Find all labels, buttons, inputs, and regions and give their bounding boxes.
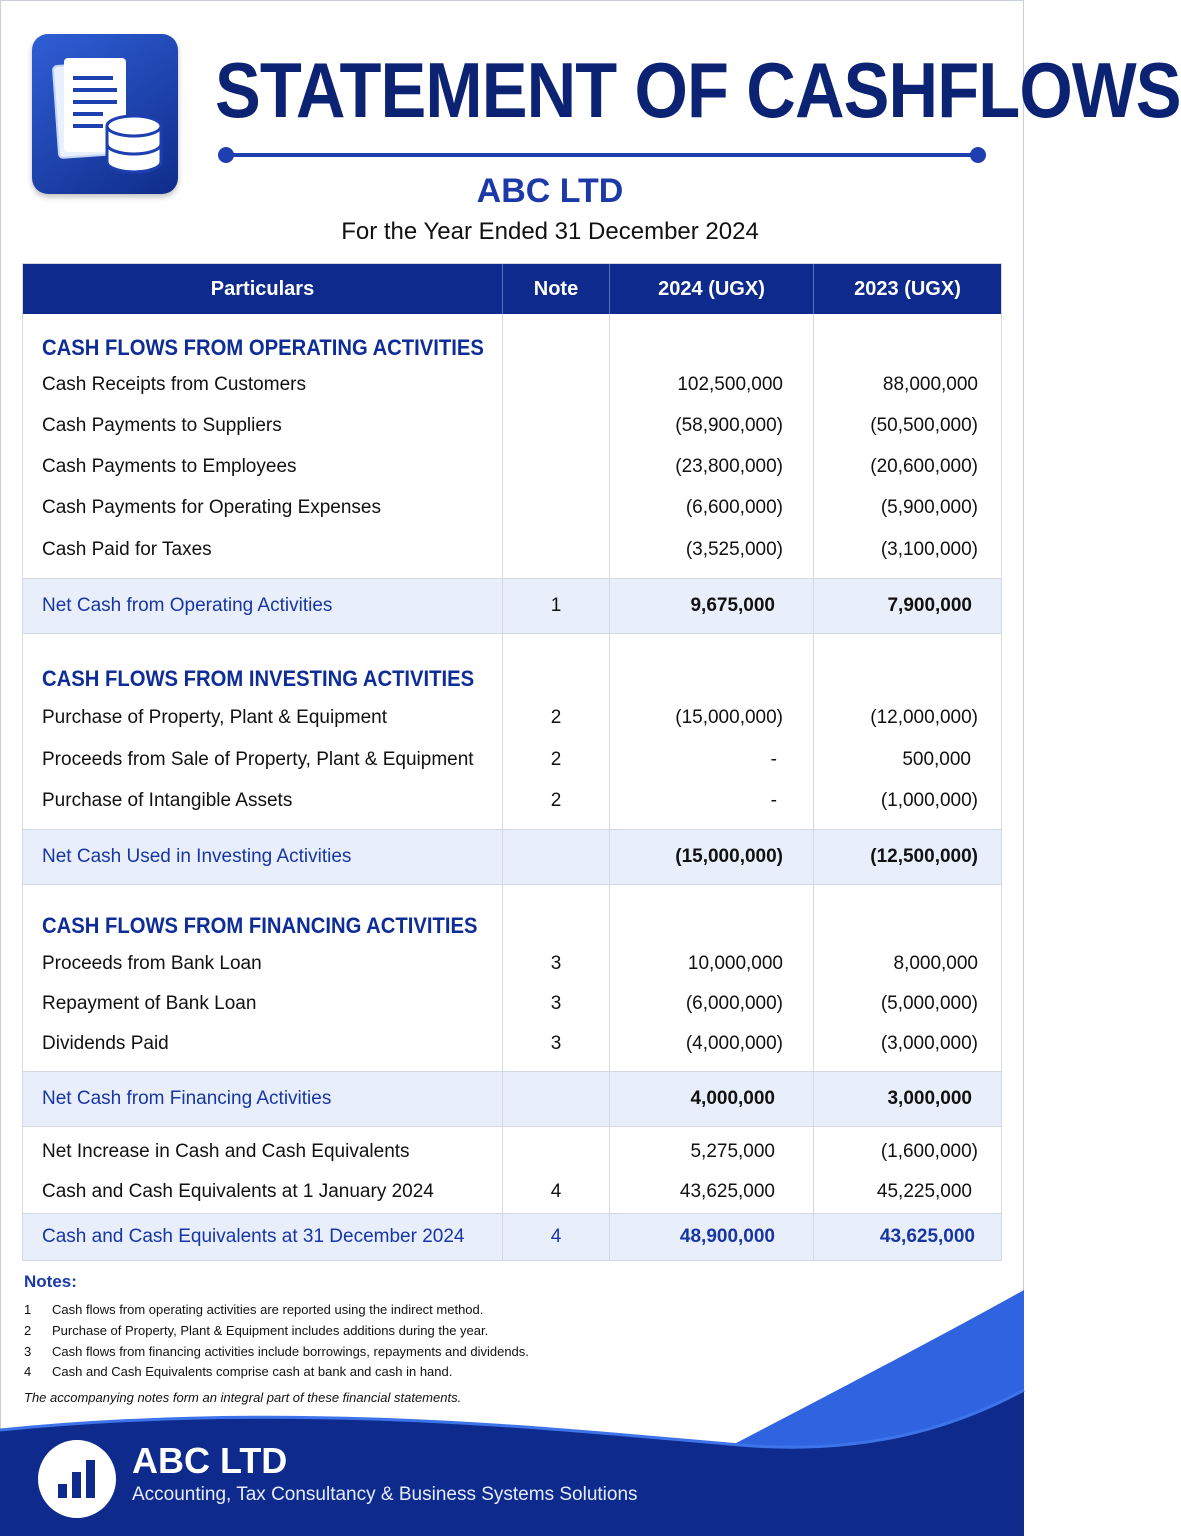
subtotal-note: [503, 830, 609, 884]
table-row: [23, 739, 1001, 781]
row-label: Proceeds from Bank Loan: [42, 953, 262, 974]
row-label: Repayment of Bank Loan: [42, 993, 257, 1014]
notes-heading: Notes:: [24, 1272, 77, 1291]
header-divider: [502, 264, 503, 314]
note-item: [24, 1364, 452, 1379]
subtotal-value-2024: 4,000,000: [690, 1088, 775, 1109]
row-label: Net Increase in Cash and Cash Equivalents: [42, 1141, 410, 1162]
section-title: CASH FLOWS FROM OPERATING ACTIVITIES: [42, 335, 484, 360]
row-value-2023: 500,000: [902, 749, 971, 770]
row-value-2024: 5,275,000: [690, 1141, 775, 1162]
note-number: 4: [24, 1364, 32, 1379]
section-heading-investing: [23, 657, 1001, 701]
subtotal-note: [503, 1072, 609, 1126]
row-value-2024: (58,900,000): [675, 415, 783, 436]
column-header-particulars: Particulars: [210, 278, 315, 300]
row-value-2023: (3,000,000): [880, 1033, 978, 1054]
row-value-2024: (4,000,000): [685, 1033, 783, 1054]
total-label: Cash and Cash Equivalents at 31 December 2024: [42, 1226, 465, 1247]
row-note: [503, 446, 609, 488]
table-row: [23, 446, 1001, 488]
row-value-2023: (3,100,000): [880, 539, 978, 560]
subtotal-label: Net Cash from Operating Activities: [42, 595, 333, 616]
section-title: CASH FLOWS FROM INVESTING ACTIVITIES: [42, 666, 475, 691]
subtotal-value-2023: (12,500,000): [870, 846, 978, 867]
note-number: 3: [24, 1344, 32, 1359]
row-note: 3: [550, 1033, 562, 1054]
subtotal-value-2024: 9,675,000: [690, 595, 775, 616]
row-value-2024: (6,000,000): [685, 993, 783, 1014]
section-heading-financing: [23, 904, 1001, 948]
row-note: [503, 487, 609, 529]
row-value-2024: 10,000,000: [687, 953, 783, 974]
table-row: [23, 780, 1001, 822]
row-label: Cash Payments for Operating Expenses: [42, 497, 382, 518]
note-number: 1: [24, 1302, 32, 1317]
subtotal-row-financing: [23, 1071, 1001, 1127]
row-value-2023: 88,000,000: [882, 374, 978, 395]
note-text: Cash and Cash Equivalents comprise cash at bank and cash in hand.: [52, 1364, 453, 1379]
row-label: Dividends Paid: [42, 1033, 169, 1054]
note-item: [24, 1323, 488, 1338]
row-value-2023: 8,000,000: [893, 953, 978, 974]
subtotal-value-2023: 3,000,000: [887, 1088, 972, 1109]
title-divider: [226, 153, 978, 157]
row-label: Proceeds from Sale of Property, Plant & Equipment: [42, 749, 474, 770]
table-row: [23, 487, 1001, 529]
table-row: [23, 364, 1001, 406]
row-value-2024: -: [770, 749, 777, 770]
page-title: STATEMENT OF CASHFLOWS: [215, 46, 1181, 134]
row-label: Purchase of Intangible Assets: [42, 790, 293, 811]
row-value-2024: (23,800,000): [675, 456, 783, 477]
bar-chart-icon: [38, 1440, 116, 1518]
row-value-2024: -: [770, 790, 777, 811]
total-note: 4: [550, 1226, 562, 1247]
row-note: [503, 1131, 609, 1173]
subtotal-value-2023: 7,900,000: [887, 595, 972, 616]
table-row: [23, 1131, 1001, 1173]
column-header-2023: 2023 (UGX): [854, 278, 961, 300]
table-row: [23, 405, 1001, 447]
subtotal-row-investing: [23, 829, 1001, 885]
row-note: [503, 405, 609, 447]
row-label: Cash Receipts from Customers: [42, 374, 306, 395]
header-divider: [609, 264, 610, 314]
row-value-2023: (20,600,000): [870, 456, 978, 477]
row-value-2023: 45,225,000: [876, 1181, 972, 1202]
closing-cash-row: [23, 1213, 1001, 1260]
row-value-2023: (1,600,000): [880, 1141, 978, 1162]
subtotal-label: Net Cash from Financing Activities: [42, 1088, 332, 1109]
footer-logo: [38, 1440, 116, 1518]
subtotal-label: Net Cash Used in Investing Activities: [42, 846, 352, 867]
row-value-2024: 43,625,000: [679, 1181, 775, 1202]
reporting-period: For the Year Ended 31 December 2024: [341, 218, 759, 245]
note-item: [24, 1344, 529, 1359]
table-row: [23, 1023, 1001, 1065]
row-value-2024: (15,000,000): [675, 707, 783, 728]
company-name: ABC LTD: [476, 172, 624, 210]
footnote: The accompanying notes form an integral part of these financial statements.: [24, 1390, 462, 1405]
row-label: Cash Payments to Suppliers: [42, 415, 282, 436]
cashflow-table: [22, 263, 1002, 1261]
column-divider: [813, 264, 814, 1260]
row-note: 4: [550, 1181, 562, 1202]
header-logo: [32, 34, 178, 194]
note-text: Cash flows from financing activities include borrowings, repayments and dividends.: [52, 1344, 529, 1359]
row-value-2023: (12,000,000): [870, 707, 978, 728]
document-database-icon: [32, 34, 178, 194]
row-label: Cash Payments to Employees: [42, 456, 297, 477]
row-label: Purchase of Property, Plant & Equipment: [42, 707, 387, 728]
table-row: [23, 529, 1001, 571]
row-label: Cash Paid for Taxes: [42, 539, 212, 560]
subtotal-note: 1: [550, 595, 562, 616]
column-divider: [609, 264, 610, 1260]
row-value-2024: (6,600,000): [685, 497, 783, 518]
column-divider: [502, 264, 503, 1260]
row-note: [503, 529, 609, 571]
table-row: [23, 1171, 1001, 1213]
row-label: Cash and Cash Equivalents at 1 January 2024: [42, 1181, 434, 1202]
note-text: Purchase of Property, Plant & Equipment includes additions during the year.: [52, 1323, 489, 1338]
row-note: 2: [550, 790, 562, 811]
note-number: 2: [24, 1323, 32, 1338]
row-note: 2: [550, 749, 562, 770]
footer-company-name: ABC LTD: [132, 1440, 288, 1481]
table-row: [23, 943, 1001, 985]
footer-tagline: Accounting, Tax Consultancy & Business Systems Solutions: [132, 1484, 638, 1505]
row-value-2024: (3,525,000): [685, 539, 783, 560]
row-note: [503, 364, 609, 406]
total-value-2024: 48,900,000: [679, 1226, 775, 1247]
subtotal-row-operating: [23, 578, 1001, 634]
total-value-2023: 43,625,000: [879, 1226, 975, 1247]
subtotal-value-2024: (15,000,000): [675, 846, 783, 867]
row-value-2023: (1,000,000): [880, 790, 978, 811]
table-row: [23, 697, 1001, 739]
row-value-2023: (5,000,000): [880, 993, 978, 1014]
row-note: 3: [550, 953, 562, 974]
column-header-2024: 2024 (UGX): [658, 278, 765, 300]
table-header: [23, 264, 1001, 314]
note-item: [24, 1302, 483, 1317]
row-value-2023: (50,500,000): [870, 415, 978, 436]
section-title: CASH FLOWS FROM FINANCING ACTIVITIES: [42, 913, 478, 938]
row-note: 2: [550, 707, 562, 728]
table-row: [23, 983, 1001, 1025]
header-divider: [813, 264, 814, 314]
row-note: 3: [550, 993, 562, 1014]
column-header-note: Note: [533, 278, 579, 300]
note-text: Cash flows from operating activities are reported using the indirect method.: [52, 1302, 484, 1317]
row-value-2024: 102,500,000: [677, 374, 783, 395]
row-value-2023: (5,900,000): [880, 497, 978, 518]
